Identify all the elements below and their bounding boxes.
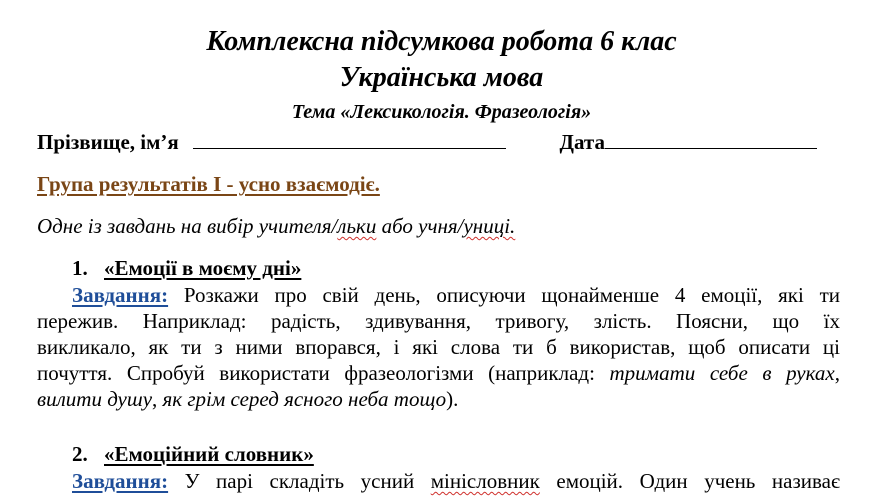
- task-2-heading: [72, 441, 314, 467]
- results-group-heading: Група результатів І - усно взаємодіє.: [37, 172, 380, 196]
- student-info-row: [37, 129, 817, 155]
- task-1-heading: [72, 255, 301, 281]
- document-title: Комплексна підсумкова робота 6 клас: [206, 26, 677, 57]
- subject-title: Українська мова: [339, 62, 544, 93]
- date-blank-line: [605, 130, 817, 149]
- topic-title: Тема «Лексикологія. Фразеологія»: [291, 101, 592, 123]
- task-1-label: Завдання:: [72, 283, 169, 307]
- task-2-number: 2.: [72, 442, 88, 466]
- task-1-title: «Емоції в моєму дні»: [104, 256, 302, 280]
- task-2-label: Завдання:: [72, 469, 169, 493]
- instruction-text: Одне із завдань на вибір учителя/льки або учня/униці.: [37, 214, 516, 238]
- task-2-body: Завдання: У парі складіть усний мінісловник емоцій. Один учень називає: [72, 469, 840, 493]
- name-blank-line: [193, 130, 506, 149]
- task-2-title: «Емоційний словник»: [104, 442, 314, 466]
- name-label: Прізвище, ім’я: [37, 130, 179, 154]
- task-1-number: 1.: [72, 256, 88, 280]
- date-label: Дата: [559, 130, 606, 154]
- task-1-body: Завдання: Розкажи про свій день, описуючи щонайменше 4 емоції, які ти пережив. Наприклад: радість, здивування, тривогу, злість. Поясни, що їх викликало, як ти з ними впорався, і які слова ти б використав, щоб описати ці почуття. Спробуй використати фразеологізми (наприклад: тримати себе в руках, вилити душу, як грім серед ясного неба тощо).: [37, 283, 841, 411]
